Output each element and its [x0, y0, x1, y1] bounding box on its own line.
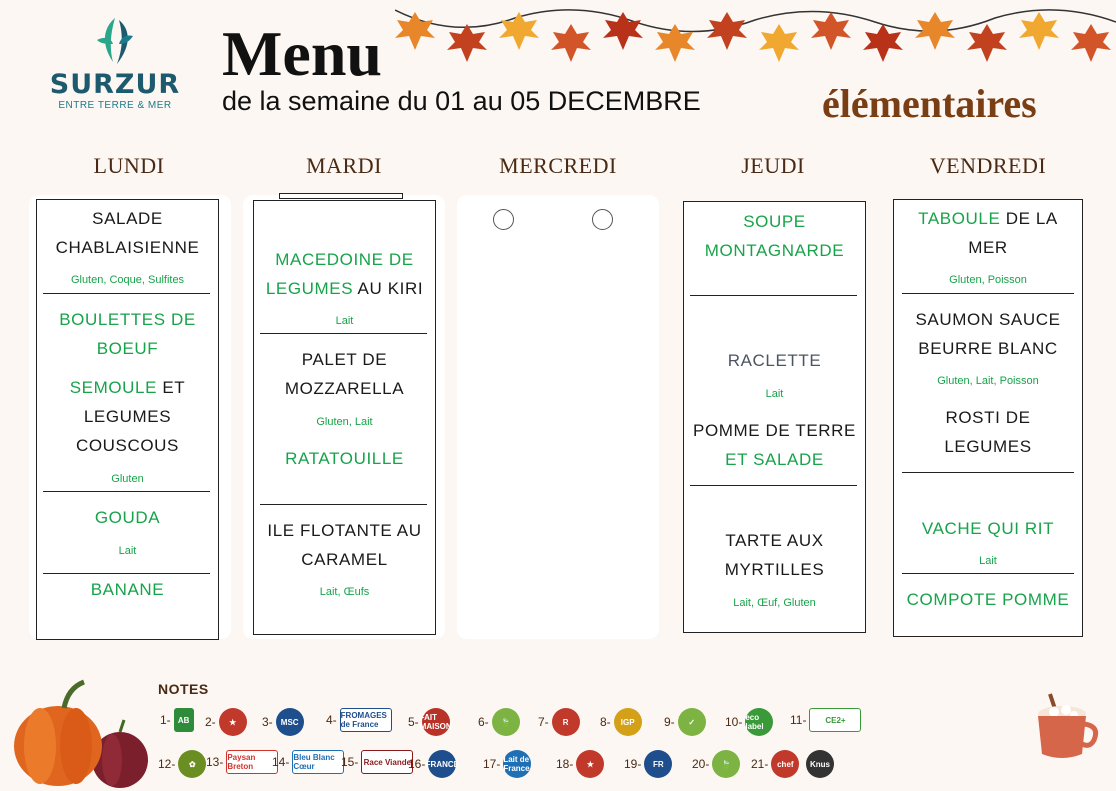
autumn-leaf-icon: [1071, 24, 1111, 62]
quality-label-logo-icon: R: [552, 708, 580, 736]
divider: [902, 573, 1074, 574]
vendredi-column: [893, 199, 1083, 637]
mercredi-circle-left: [493, 209, 514, 230]
quality-label-item: [205, 708, 247, 736]
label-number: 1-: [160, 713, 171, 727]
quality-label-logo-icon: MSC: [276, 708, 304, 736]
divider: [260, 333, 427, 334]
label-number: 21-: [751, 757, 769, 771]
label-number: 3-: [262, 715, 273, 729]
label-number: 12-: [158, 757, 176, 771]
surzur-logo: [40, 14, 190, 124]
week-subtitle: de la semaine du 01 au 05 DECEMBRE: [222, 86, 701, 116]
quality-label-logo-icon: Bleu Blanc Cœur: [292, 750, 344, 774]
autumn-leaf-icon: [447, 24, 487, 62]
mardi-side: RATATOUILLE: [285, 449, 404, 468]
page-title: Menu: [222, 18, 382, 89]
quality-label-item: [538, 708, 580, 736]
vendredi-cheese: VACHE QUI RIT: [921, 519, 1055, 538]
label-number: 19-: [624, 757, 642, 771]
quality-label-logo-icon: 🍃: [492, 708, 520, 736]
divider: [43, 491, 210, 492]
label-number: 16-: [408, 757, 426, 771]
lundi-column: [36, 199, 219, 640]
label-number: 18-: [556, 757, 574, 771]
quality-label-logo-icon: FR: [644, 750, 672, 778]
quality-label-logo-icon: ★: [219, 708, 247, 736]
label-number: 17-: [483, 757, 501, 771]
label-number: 6-: [478, 715, 489, 729]
quality-label-item: [158, 750, 206, 778]
label-number: 10-: [725, 715, 743, 729]
quality-label-item: [725, 708, 773, 736]
label-number: 8-: [600, 715, 611, 729]
lundi-main: BOULETTES DE BOEUF: [59, 310, 196, 358]
vendredi-cheese-allergens: Lait: [979, 555, 997, 567]
label-number: 13-: [206, 755, 224, 769]
quality-label-item: [272, 750, 344, 774]
quality-label-logo-icon: CE2+: [809, 708, 861, 732]
autumn-leaf-icon: [967, 24, 1007, 62]
mardi-column: [253, 200, 436, 635]
vendredi-side: ROSTI DE LEGUMES: [944, 408, 1032, 456]
quality-label-item: [160, 708, 194, 732]
label-number: 2-: [205, 715, 216, 729]
quality-label-item: [751, 750, 799, 778]
day-header-mardi: MARDI: [306, 153, 382, 178]
quality-label-item: [262, 708, 304, 736]
quality-label-item: [483, 750, 531, 778]
label-number: 7-: [538, 715, 549, 729]
quality-label-item: [408, 708, 450, 736]
label-number: 15-: [341, 755, 359, 769]
quality-label-logo-icon: FROMAGES de France: [340, 708, 392, 732]
quality-label-item: [556, 750, 604, 778]
logo-name: SURZUR: [49, 69, 181, 100]
jeudi-side: POMME DE TERRE ET SALADE: [693, 421, 856, 469]
mercredi-panel: [457, 195, 659, 639]
quality-label-item: [664, 708, 706, 736]
mardi-dessert: ILE FLOTANTE AU CARAMEL: [267, 521, 422, 569]
quality-label-logo-icon: eco label: [745, 708, 773, 736]
quality-label-item: [624, 750, 672, 778]
mardi-dessert-allergens: Lait, Œufs: [319, 586, 370, 598]
lundi-cheese-allergens: Lait: [118, 545, 137, 557]
label-number: 20-: [692, 757, 710, 771]
lundi-cheese: GOUDA: [94, 508, 161, 527]
vendredi-starter-allergens: Gluten, Poisson: [949, 274, 1027, 286]
day-header-vendredi: VENDREDI: [929, 153, 1047, 178]
quality-label-item: [326, 708, 392, 732]
autumn-leaf-icon: [603, 12, 643, 50]
label-number: 14-: [272, 755, 290, 769]
mardi-tab-marker: [279, 193, 403, 199]
quality-label-item: [478, 708, 520, 736]
divider: [260, 504, 427, 505]
label-number: 9-: [664, 715, 675, 729]
quality-label-logo-icon: FRANCE: [428, 750, 456, 778]
lundi-dessert: BANANE: [90, 580, 165, 599]
quality-label-item: [206, 750, 278, 774]
quality-label-item: [803, 750, 834, 778]
quality-label-item: [692, 750, 740, 778]
autumn-leaf-icon: [759, 24, 799, 62]
divider: [43, 573, 210, 574]
day-header-lundi: LUNDI: [93, 153, 165, 178]
divider: [902, 472, 1074, 473]
quality-label-logo-icon: IGP: [614, 708, 642, 736]
quality-label-item: [341, 750, 413, 774]
autumn-leaf-icon: [551, 24, 591, 62]
mardi-starter: MACEDOINE DE LEGUMES AU KIRI: [265, 250, 424, 298]
quality-label-item: [600, 708, 642, 736]
mardi-starter-allergens: Lait: [335, 315, 354, 327]
vendredi-main-allergens: Gluten, Lait, Poisson: [937, 375, 1039, 387]
hot-chocolate-icon: [1028, 690, 1103, 762]
quality-label-logo-icon: Paysan Breton: [226, 750, 278, 774]
autumn-leaf-icon: [655, 24, 695, 62]
jeudi-column: [683, 201, 866, 633]
divider: [43, 293, 210, 294]
day-header-jeudi: JEUDI: [741, 153, 805, 178]
quality-label-item: [790, 708, 861, 732]
jeudi-main-allergens: Lait: [765, 388, 784, 400]
jeudi-dessert-allergens: Lait, Œuf, Gluten: [733, 597, 816, 609]
quality-label-item: [408, 750, 460, 778]
lundi-starter-allergens: Gluten, Coque, Sulfites: [70, 274, 185, 286]
quality-label-logo-icon: FAIT MAISON: [422, 708, 450, 736]
jeudi-main: RACLETTE: [727, 351, 822, 370]
autumn-leaf-icon: [395, 12, 435, 50]
quality-label-logo-icon: Lait de France: [503, 750, 531, 778]
quality-label-logo-icon: ★: [576, 750, 604, 778]
label-number: 4-: [326, 713, 337, 727]
notes-title: NOTES: [158, 681, 209, 697]
logo-emblem-icon: [85, 14, 145, 70]
quality-label-logo-icon: AB: [174, 708, 194, 732]
quality-label-logo-icon: Race Viande: [361, 750, 413, 774]
quality-label-logo-icon: chef: [771, 750, 799, 778]
vendredi-dessert: COMPOTE POMME: [906, 590, 1070, 609]
quality-label-logo-icon: ✿: [178, 750, 206, 778]
mardi-main-allergens: Gluten, Lait: [316, 416, 373, 428]
lundi-starter: SALADE CHABLAISIENNE: [55, 209, 200, 257]
vendredi-main: SAUMON SAUCE BEURRE BLANC: [915, 310, 1061, 358]
pumpkin-icon: [8, 676, 148, 791]
quality-label-logo-icon: 🍃: [712, 750, 740, 778]
mardi-main: PALET DE MOZZARELLA: [284, 350, 405, 398]
divider: [690, 295, 857, 296]
autumn-leaf-icon: [863, 24, 903, 62]
autumn-leaf-garland-icon: [395, 0, 1116, 80]
divider: [690, 485, 857, 486]
lundi-side-allergens: Gluten: [111, 473, 144, 485]
autumn-leaf-icon: [811, 12, 851, 50]
autumn-leaf-icon: [499, 12, 539, 50]
quality-label-logo-icon: ✓: [678, 708, 706, 736]
divider: [902, 293, 1074, 294]
jeudi-dessert: TARTE AUX MYRTILLES: [724, 531, 825, 579]
quality-label-logo-icon: Knus: [806, 750, 834, 778]
label-number: 5-: [408, 715, 419, 729]
jeudi-starter: SOUPE MONTAGNARDE: [704, 212, 845, 260]
day-header-mercredi: MERCREDI: [499, 153, 617, 178]
autumn-leaf-icon: [1019, 12, 1059, 50]
vendredi-starter: TABOULE DE LA MER: [918, 209, 1058, 257]
lundi-side: SEMOULE ET LEGUMES COUSCOUS: [69, 378, 186, 455]
label-number: 11-: [790, 713, 807, 727]
mercredi-circle-right: [592, 209, 613, 230]
logo-tagline: ENTRE TERRE & MER: [58, 100, 172, 111]
audience-label: élémentaires: [822, 81, 1037, 126]
